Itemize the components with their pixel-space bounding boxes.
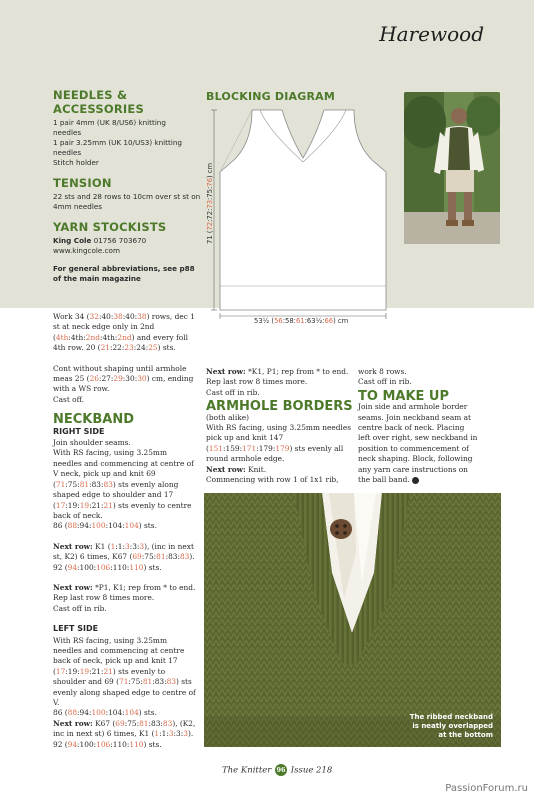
size-value: 110	[112, 562, 127, 572]
text-run: *P1, K1; rep from * to end.	[92, 582, 196, 592]
size-value: 83	[166, 677, 177, 687]
size-separator: :	[126, 739, 130, 749]
size-separator: :	[165, 552, 169, 562]
size-value: 27	[101, 374, 111, 384]
blocking-diagram	[208, 104, 398, 326]
needles-heading: NEEDLES & ACCESSORIES	[53, 88, 144, 116]
right-next-row-paragraph	[53, 542, 198, 573]
size-value: 81	[139, 718, 149, 728]
size-separator: :	[105, 521, 109, 531]
width-value-size: 61	[295, 317, 305, 325]
size-separator: :	[109, 343, 113, 353]
text-run: ).	[187, 729, 194, 739]
row-label: Next row:	[53, 582, 93, 592]
tension-line: 22 sts and 28 rows to 10cm over st st on	[53, 192, 201, 201]
size-value: 19	[79, 666, 90, 676]
text-run: Commencing with row 1 of 1x1 rib,	[206, 475, 339, 485]
size-value: 69	[115, 718, 125, 728]
vest-schematic	[208, 104, 398, 326]
size-value: 104	[108, 521, 123, 531]
size-separator: :	[239, 443, 243, 453]
right-side-paragraph	[53, 438, 198, 532]
size-value: 171	[242, 443, 257, 453]
text-run: With RS facing, using 3.25mm needles pick up and knit 147 (	[206, 423, 352, 453]
size-separator: :	[177, 552, 180, 562]
yarn-stockists-heading: YARN STOCKISTS	[53, 220, 167, 234]
width-value-size: 66	[324, 317, 334, 325]
size-separator: :	[77, 739, 80, 749]
size-separator: :	[105, 708, 109, 718]
size-value: 110	[112, 739, 127, 749]
size-separator: :	[173, 729, 177, 739]
size-value: 81	[142, 677, 153, 687]
text-run: Rep last row 8 times more.	[206, 377, 308, 387]
both-alike-note: (both alike)	[206, 412, 250, 422]
left-side-subheading: LEFT SIDE	[53, 624, 99, 634]
size-value: 81	[79, 479, 90, 489]
armhole-borders-heading: ARMHOLE BORDERS	[206, 399, 353, 415]
size-separator: :	[206, 197, 214, 200]
size-value: 38	[137, 312, 147, 321]
size-separator: :	[134, 374, 138, 384]
text-run: ) sts evenly to shoulder and 69 (	[53, 666, 166, 687]
stockist-website: www.kingcole.com	[53, 246, 120, 255]
size-separator: :	[110, 312, 114, 321]
size-separator: :	[133, 343, 137, 353]
model-photo-illustration	[404, 92, 500, 244]
size-value: 32	[89, 312, 99, 321]
text-run: ) and every foll 4th row. 20 (	[53, 332, 188, 353]
size-separator: :	[159, 729, 162, 739]
size-separator: :	[206, 219, 214, 222]
size-separator: :	[293, 317, 296, 325]
text-run: ) sts evenly along shaped edge to centre of V.	[53, 677, 196, 707]
size-separator: :	[136, 541, 140, 551]
width-unit: ) cm	[333, 317, 349, 325]
height-value-size: 76	[206, 178, 214, 187]
text-run: ) sts.	[157, 343, 176, 353]
height-value-size: 73	[206, 199, 214, 209]
size-separator: :	[124, 718, 128, 728]
size-separator: :	[282, 317, 286, 325]
abbreviations-note: For general abbreviations, see p88 of the main magazine	[53, 264, 195, 283]
size-value: 71	[55, 479, 66, 489]
neckband-closeup-photo	[204, 493, 501, 747]
height-value-base: 71 (	[206, 230, 214, 244]
instructions-column-2	[206, 367, 356, 485]
size-separator: :	[122, 541, 125, 551]
size-value: 83	[103, 479, 113, 489]
size-separator: :	[65, 666, 68, 676]
text-run: K67 (	[92, 718, 116, 728]
size-value: 26	[89, 374, 99, 384]
size-value: 17	[55, 500, 66, 510]
size-value: 81	[156, 552, 166, 562]
size-value: 110	[129, 739, 144, 749]
size-separator: :	[206, 208, 214, 211]
text-run: ).	[189, 552, 195, 562]
size-value: 71	[119, 677, 129, 687]
size-value: 83	[151, 718, 161, 728]
text-run: K1 (	[92, 541, 111, 551]
yarn-stockists-section	[53, 220, 203, 256]
size-separator: :	[98, 312, 102, 321]
tension-section	[53, 176, 203, 212]
text-run: Cast off.	[53, 394, 84, 404]
width-value-size: 58	[285, 317, 294, 325]
site-watermark: PassionForum.ru	[445, 783, 528, 794]
size-separator: :	[88, 521, 92, 531]
text-run: Join shoulder seams.	[53, 438, 131, 448]
size-separator: :	[101, 666, 104, 676]
size-separator: :	[134, 312, 138, 321]
size-separator: :	[115, 541, 118, 551]
size-separator: :	[272, 443, 276, 453]
right-rib-paragraph	[53, 583, 198, 614]
size-value: 75	[144, 552, 154, 562]
size-value: 1	[110, 541, 116, 551]
size-value: 75	[67, 479, 78, 489]
armhole-shaping-paragraph	[53, 364, 198, 406]
size-value: 21	[100, 343, 110, 353]
size-value: 19	[67, 500, 78, 510]
size-separator: :	[77, 708, 80, 718]
size-value: 83	[168, 552, 178, 562]
size-value: 179	[258, 443, 273, 453]
size-value: 4th	[55, 332, 69, 342]
size-separator: :	[77, 479, 80, 489]
height-unit: ) cm	[206, 162, 214, 179]
neckband-heading: NECKBAND	[53, 412, 135, 428]
size-separator: :	[256, 443, 259, 453]
size-value: 17	[55, 666, 66, 676]
size-value: 4th	[70, 332, 84, 342]
size-separator: :	[89, 666, 92, 676]
size-separator: :	[89, 479, 92, 489]
end-mark-icon	[412, 477, 419, 484]
height-value-size: 72	[206, 221, 214, 231]
size-value: 94	[67, 739, 78, 749]
size-separator: :	[101, 500, 104, 510]
tension-heading: TENSION	[53, 176, 112, 190]
work-rows-line: work 8 rows.	[358, 367, 407, 376]
size-value: 104	[124, 708, 139, 718]
text-run: ) sts evenly all round armhole edge.	[206, 443, 344, 464]
size-separator: :	[121, 343, 125, 353]
photo-caption: The ribbed neckband is neatly overlapped at the bottom	[409, 713, 493, 739]
size-value: 30	[125, 374, 135, 384]
text-run: ) sts.	[143, 562, 162, 572]
needles-line: 1 pair 4mm (UK 8/US6) knitting	[53, 118, 166, 127]
size-value: 1	[161, 729, 167, 739]
text-run: With RS facing, using 3.25mm needles and commencing at centre of V neck, pick up and knit 69 (	[53, 448, 194, 489]
text-run: ) sts.	[143, 739, 162, 749]
size-separator: :	[304, 317, 307, 325]
size-value: 100	[91, 708, 106, 718]
size-value: 21	[103, 666, 113, 676]
size-separator: :	[77, 521, 80, 531]
page-title: Harewood	[379, 22, 484, 46]
text-run: Cont without shaping until armhole meas 25 (	[53, 363, 187, 384]
size-value: 100	[79, 739, 94, 749]
text-run: 92 (	[53, 739, 68, 749]
size-separator: :	[140, 677, 143, 687]
size-separator: :	[83, 332, 86, 342]
size-separator: :	[101, 479, 104, 489]
height-value-size: 75	[206, 189, 214, 198]
size-value: 106	[96, 562, 111, 572]
text-run: ) cm, ending with a WS row.	[53, 374, 194, 394]
size-separator: :	[180, 729, 184, 739]
tension-line: 4mm needles	[53, 202, 102, 211]
size-value: 1	[154, 729, 160, 739]
size-separator: :	[122, 374, 126, 384]
size-separator: :	[93, 562, 97, 572]
size-value: 88	[67, 708, 78, 718]
size-value: 19	[79, 500, 90, 510]
size-separator: :	[88, 708, 92, 718]
size-value: 3	[183, 729, 188, 739]
text-run: ) sts.	[138, 708, 157, 718]
size-value: 3	[124, 541, 130, 551]
size-value: 179	[275, 443, 290, 453]
neckband-photo-illustration	[204, 493, 501, 747]
size-value: 22	[112, 343, 122, 353]
instructions-column-3	[358, 367, 478, 485]
size-value: 83	[162, 718, 173, 728]
size-value: 83	[154, 677, 165, 687]
text-run: 92 (	[53, 562, 68, 572]
size-value: 75	[130, 677, 141, 687]
size-value: 83	[179, 552, 190, 562]
size-separator: :	[206, 186, 214, 190]
size-value: 29	[113, 374, 123, 384]
size-value: 21	[103, 500, 113, 510]
size-separator: :	[65, 500, 68, 510]
needles-line: Stitch holder	[53, 158, 99, 167]
size-value: 19	[67, 666, 78, 676]
armhole-paragraph	[206, 423, 356, 485]
text-run: Join side and armhole border seams. Join neckband seam at centre back of neck. Placing left over right, sew neckband in position to commencement of neck shaping. Block, following any yarn care instructions on the ball band.	[358, 402, 478, 485]
size-value: 1	[117, 541, 123, 551]
info-column	[53, 88, 203, 284]
width-measurement	[254, 317, 348, 325]
size-value: 110	[129, 562, 144, 572]
text-run: *K1, P1; rep from * to end.	[245, 367, 349, 376]
size-value: 83	[91, 479, 102, 489]
size-value: 94	[79, 521, 89, 531]
size-separator: :	[141, 552, 145, 562]
size-separator: :	[110, 739, 113, 749]
row-label: Next row:	[206, 367, 246, 376]
size-value: 25	[148, 343, 158, 353]
model-photo	[404, 92, 500, 244]
size-value: 2nd	[117, 332, 132, 342]
width-value-base: 53½ (	[254, 317, 275, 325]
size-value: 24	[136, 343, 146, 353]
size-separator: :	[129, 541, 133, 551]
size-separator: :	[152, 677, 155, 687]
size-value: 159	[225, 443, 240, 453]
row-label: Next row:	[206, 464, 246, 474]
size-value: 69	[132, 552, 142, 562]
right-side-subheading: RIGHT SIDE	[53, 426, 105, 436]
size-separator: :	[122, 312, 126, 321]
text-run: ), (inc in next st, K2) 6 times, K67 (	[53, 541, 194, 562]
size-value: 21	[91, 500, 102, 510]
height-measurement	[206, 163, 214, 244]
size-separator: :	[322, 317, 325, 325]
size-separator: :	[77, 562, 80, 572]
size-separator: :	[110, 374, 114, 384]
size-separator: :	[68, 332, 71, 342]
width-value-size: 56	[274, 317, 283, 325]
text-run: ) rows, dec 1 st at neck edge only in 2nd (	[53, 312, 195, 342]
text-run: ) sts evenly to centre back of neck.	[53, 500, 192, 520]
size-separator: :	[148, 718, 151, 728]
rib-paragraph	[206, 367, 356, 398]
instructions-column-1	[53, 312, 198, 760]
stockist-company: King Cole	[53, 236, 92, 245]
size-separator: :	[164, 677, 167, 687]
left-side-paragraph	[53, 636, 198, 719]
size-separator: :	[128, 677, 131, 687]
size-separator: :	[65, 479, 68, 489]
size-value: 104	[108, 708, 123, 718]
page-footer	[222, 764, 332, 776]
cast-off-line: Cast off in rib.	[358, 377, 412, 387]
size-separator: :	[99, 332, 103, 342]
size-value: 100	[79, 562, 94, 572]
size-separator: :	[122, 521, 125, 531]
size-separator: :	[110, 562, 113, 572]
height-value-size: 72	[206, 210, 214, 220]
magazine-name: The Knitter	[222, 765, 272, 776]
back-neck-paragraph	[53, 312, 198, 354]
size-value: 75	[127, 718, 137, 728]
size-separator: :	[77, 500, 80, 510]
size-value: 4th	[102, 332, 115, 342]
needles-line: needles	[53, 148, 82, 157]
to-make-up-heading: TO MAKE UP	[358, 388, 450, 404]
size-value: 30	[137, 374, 147, 384]
size-value: 88	[67, 521, 78, 531]
needles-line: 1 pair 3.25mm (UK 10/US3) knitting	[53, 138, 182, 147]
size-separator: :	[160, 718, 163, 728]
size-separator: :	[145, 343, 149, 353]
text-run: 86 (	[53, 708, 68, 718]
size-value: 94	[79, 708, 89, 718]
text-run: 86 (	[53, 521, 68, 531]
stockist-phone: 01756 703670	[91, 236, 147, 245]
size-separator: :	[93, 739, 97, 749]
size-value: 100	[91, 521, 106, 531]
text-run: ) sts.	[138, 521, 157, 531]
text-run: Rep last row 8 times more.	[53, 593, 155, 603]
size-value: 3	[132, 541, 137, 551]
size-value: 23	[124, 343, 134, 353]
text-run: Work 34 (	[53, 312, 90, 321]
row-label: Next row:	[53, 541, 93, 551]
text-run: Knit.	[245, 464, 267, 474]
size-value: 2nd	[85, 332, 100, 342]
row-label: Next row:	[53, 718, 93, 728]
text-run: Cast off in rib.	[206, 387, 260, 397]
size-value: 21	[91, 666, 102, 676]
size-value: 94	[67, 562, 78, 572]
text-run: ), (K2, inc in next st) 6 times, K1 (	[53, 718, 196, 739]
size-value: 151	[208, 443, 223, 453]
left-next-row-paragraph	[53, 719, 198, 750]
size-separator: :	[136, 718, 140, 728]
size-separator: :	[122, 708, 125, 718]
issue-number: Issue 218	[290, 765, 333, 776]
size-separator: :	[98, 374, 102, 384]
stockist-line	[53, 236, 203, 246]
size-separator: :	[114, 332, 118, 342]
size-value: 3	[139, 541, 145, 551]
text-run: ) sts evenly along shaped edge to shoulder and 17 (	[53, 479, 179, 510]
size-separator: :	[166, 729, 169, 739]
size-separator: :	[89, 500, 92, 510]
size-value: 106	[96, 739, 111, 749]
size-value: 104	[124, 521, 139, 531]
size-value: 40	[125, 312, 135, 321]
width-value-size: 63½	[306, 317, 323, 325]
blocking-diagram-title: BLOCKING DIAGRAM	[206, 90, 336, 103]
text-run: With RS facing, using 3.25mm needles and commencing at centre back of neck, pick up and knit 17 (	[53, 635, 185, 676]
needles-line: needles	[53, 128, 82, 137]
needles-section	[53, 88, 203, 168]
size-separator: :	[126, 562, 130, 572]
size-value: 3	[168, 729, 174, 739]
text-run: Cast off in rib.	[53, 603, 107, 613]
size-value: 38	[113, 312, 123, 321]
size-separator: :	[77, 666, 80, 676]
size-separator: :	[153, 552, 157, 562]
size-value: 3	[176, 729, 181, 739]
size-separator: :	[223, 443, 226, 453]
page-number: 96	[276, 766, 286, 774]
make-up-paragraph	[358, 402, 478, 485]
size-value: 40	[101, 312, 111, 321]
